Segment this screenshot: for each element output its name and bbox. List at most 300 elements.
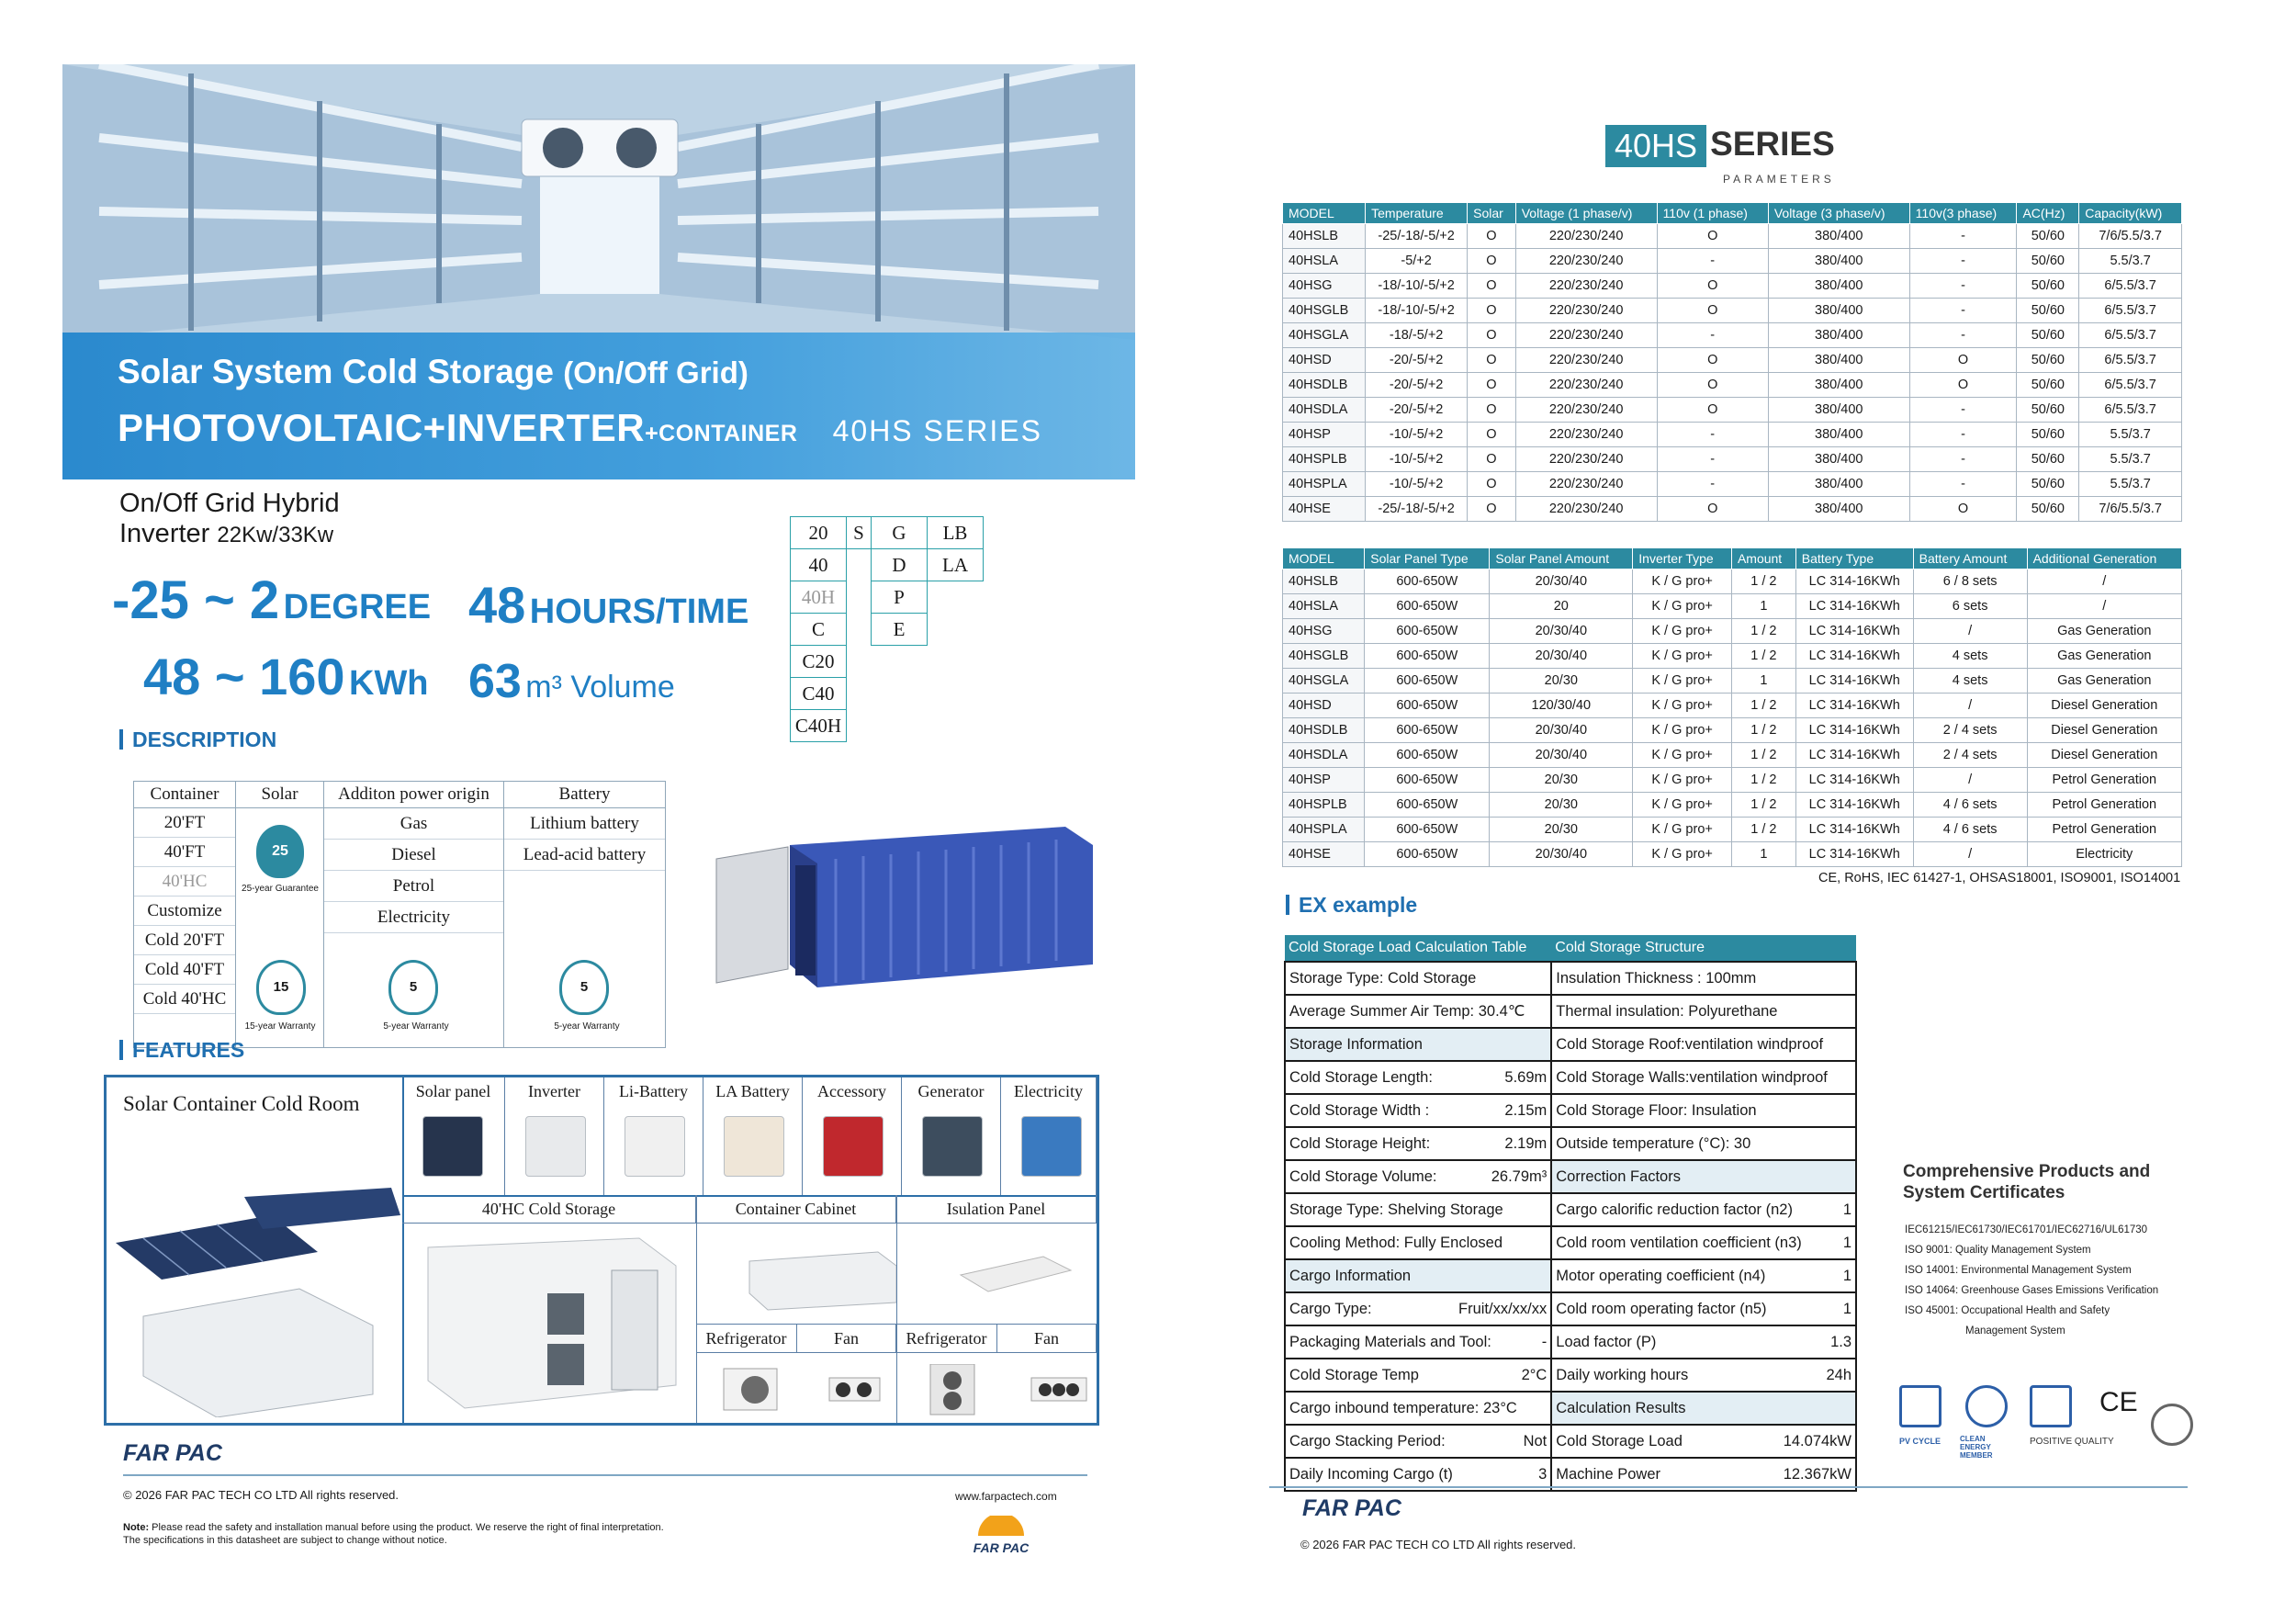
config-cell: E [872, 614, 928, 646]
feature-item-label: Container Cabinet [735, 1200, 857, 1218]
table-cell: 50/60 [2017, 373, 2079, 398]
temp-range-unit: DEGREE [283, 588, 432, 626]
table-cell: 600-650W [1365, 570, 1490, 594]
table-cell: 600-650W [1365, 718, 1490, 743]
feature-item-label: Electricity [1014, 1082, 1083, 1100]
calc-label: Average Summer Air Temp: 30.4℃ [1289, 1003, 1525, 1020]
hero-series: 40HS SERIES [832, 414, 1042, 447]
table-cell: 380/400 [1768, 423, 1909, 447]
table-cell: O [1468, 348, 1516, 373]
cert-line: ISO 45001: Occupational Health and Safety [1905, 1305, 2110, 1316]
config-cell: C [791, 614, 847, 646]
feature-item-label: Accessory [817, 1082, 886, 1100]
spec-certs-line: CE, RoHS, IEC 61427-1, OHSAS18001, ISO9001, ISO14001 [1818, 871, 2181, 885]
table-cell: 50/60 [2017, 472, 2079, 497]
description-heading [119, 727, 276, 752]
feature-item-label: Fan [1034, 1329, 1059, 1348]
calc-label: Motor operating coefficient (n4) [1556, 1267, 1766, 1284]
table-cell: LC 314-16KWh [1795, 718, 1913, 743]
badge-15-num: 15 [273, 979, 289, 995]
calc-cell [1551, 1094, 1856, 1127]
footer-logo-text: FAR PAC [973, 1540, 1030, 1555]
table-cell: 380/400 [1768, 497, 1909, 522]
table-cell: 20/30 [1490, 793, 1633, 818]
table-cell: 50/60 [2017, 323, 2079, 348]
table-cell: 40HSDLB [1283, 373, 1366, 398]
cert-line: ISO 14001: Environmental Management System [1905, 1265, 2132, 1276]
table-cell: 40HSDLA [1283, 743, 1365, 768]
table-cell: K / G pro+ [1633, 718, 1732, 743]
table-cell: / [1913, 619, 2027, 644]
spec-header-cell: Capacity(kW) [2079, 203, 2182, 224]
calc-cell [1285, 1028, 1551, 1061]
table-cell: 2 / 4 sets [1913, 743, 2027, 768]
footer-copyright: © 2026 FAR PAC TECH CO LTD All rights reserved. [123, 1488, 400, 1502]
calc-label: Cold Storage Length: [1289, 1068, 1433, 1086]
feature-item-label: LA Battery [715, 1082, 790, 1100]
table-cell: O [1657, 497, 1768, 522]
spec-header-cell: 110v (1 phase) [1657, 203, 1768, 224]
volume [468, 654, 675, 709]
table-cell: / [2027, 570, 2181, 594]
table-cell: 20/30/40 [1490, 644, 1633, 669]
table-cell: 380/400 [1768, 224, 1909, 249]
li-battery-icon [625, 1116, 685, 1177]
table-cell: 40HSDLB [1283, 718, 1365, 743]
table-cell: O [1468, 472, 1516, 497]
table-cell: 50/60 [2017, 299, 2079, 323]
table-row [1283, 768, 2182, 793]
calc-label: Calculation Results [1556, 1399, 1686, 1416]
table-cell: 50/60 [2017, 447, 2079, 472]
config-cell [847, 581, 872, 614]
calc-label: Machine Power [1556, 1465, 1660, 1483]
spec-table-components [1282, 547, 2182, 867]
table-cell: 40HSD [1283, 694, 1365, 718]
table-cell: 600-650W [1365, 793, 1490, 818]
table-cell: -18/-10/-5/+2 [1366, 274, 1468, 299]
spec-header-cell: AC(Hz) [2017, 203, 2079, 224]
cert-title-line1: Comprehensive Products and [1903, 1162, 2151, 1181]
calc-cell [1551, 1028, 1856, 1061]
table-row [1285, 1028, 1856, 1061]
table-cell: 50/60 [2017, 497, 2079, 522]
config-cell: D [872, 549, 928, 581]
table-row [1285, 1127, 1856, 1160]
config-cell [847, 710, 872, 742]
table-cell: 6/5.5/3.7 [2079, 274, 2182, 299]
table-row [1285, 1359, 1856, 1392]
table-row [1283, 793, 2182, 818]
table-cell: 220/230/240 [1515, 274, 1657, 299]
config-cell: C20 [791, 646, 847, 678]
table-cell: 5.5/3.7 [2079, 423, 2182, 447]
table-cell: -20/-5/+2 [1366, 398, 1468, 423]
table-cell: 40HSGLA [1283, 669, 1365, 694]
hours [468, 575, 748, 635]
table-cell: LC 314-16KWh [1795, 842, 1913, 867]
spec-header-cell: MODEL [1283, 203, 1366, 224]
feature-item [696, 1325, 797, 1352]
ce-mark-icon: CE [2099, 1387, 2138, 1417]
table-cell: - [1909, 323, 2017, 348]
positive-quality-label: POSITIVE QUALITY [2030, 1437, 2114, 1447]
insulation-panel-image [942, 1238, 1080, 1312]
table-cell: / [1913, 768, 2027, 793]
table-cell: 5.5/3.7 [2079, 249, 2182, 274]
table-cell: 5.5/3.7 [2079, 472, 2182, 497]
table-cell: 220/230/240 [1515, 348, 1657, 373]
table-row [1283, 743, 2182, 768]
clean-energy-label: CLEAN ENERGY MEMBER [1960, 1435, 1993, 1460]
hero-subtitle-main: PHOTOVOLTAIC+INVERTER [118, 406, 646, 449]
table-cell: - [1909, 299, 2017, 323]
shield-icon-5b [559, 960, 609, 1015]
table-cell: LC 314-16KWh [1795, 768, 1913, 793]
calc-cell [1551, 1292, 1856, 1325]
table-cell: 1 [1731, 594, 1795, 619]
calc-label: Cooling Method: Fully Enclosed [1289, 1234, 1503, 1251]
table-cell: 20 [1490, 594, 1633, 619]
calc-cell [1285, 1325, 1551, 1359]
calc-label: Cargo calorific reduction factor (n2) [1556, 1201, 1793, 1218]
calc-cell [1551, 1127, 1856, 1160]
desc-list-item: 40'HC [134, 867, 235, 897]
badge-15-label: 15-year Warranty [244, 1021, 316, 1032]
table-cell: / [2027, 594, 2181, 619]
badge-5a-num: 5 [409, 979, 418, 995]
shield-icon-25 [256, 825, 304, 878]
table-cell: O [1468, 423, 1516, 447]
table-cell: 1 / 2 [1731, 718, 1795, 743]
hero-banner [62, 64, 1135, 479]
calc-value: - [1541, 1333, 1548, 1350]
calc-label: Packaging Materials and Tool: [1289, 1333, 1491, 1350]
config-cell [928, 581, 984, 614]
table-row [1283, 818, 2182, 842]
spec-header-cell: Battery Amount [1913, 548, 2027, 570]
table-cell: K / G pro+ [1633, 818, 1732, 842]
kwh-range [143, 647, 429, 706]
table-cell: 20/30/40 [1490, 619, 1633, 644]
table-cell: Diesel Generation [2027, 743, 2181, 768]
table-cell: O [1468, 224, 1516, 249]
table-cell: 40HSPLA [1283, 818, 1365, 842]
table-cell: 1 / 2 [1731, 644, 1795, 669]
cert-line: ISO 14064: Greenhouse Gases Emissions Verification [1905, 1285, 2159, 1296]
table-row [1285, 1160, 1856, 1193]
spec-header-cell: Voltage (3 phase/v) [1768, 203, 1909, 224]
hours-unit: HOURS/TIME [529, 592, 749, 631]
calc-cell [1285, 1094, 1551, 1127]
table-cell: K / G pro+ [1633, 768, 1732, 793]
table-row [1283, 694, 2182, 718]
calc-value: Fruit/xx/xx/xx [1458, 1300, 1548, 1317]
table-cell: 1 / 2 [1731, 694, 1795, 718]
table-row [1283, 274, 2182, 299]
table-cell: 40HSGLB [1283, 644, 1365, 669]
table-cell: - [1909, 472, 2017, 497]
calc-cell [1551, 995, 1856, 1028]
spec-header-cell: Battery Type [1795, 548, 1913, 570]
table-cell: 20/30/40 [1490, 743, 1633, 768]
table-row [1285, 1425, 1856, 1458]
feature-item-label: Li-Battery [619, 1082, 688, 1100]
solar-container-image [107, 1142, 402, 1417]
table-cell: -20/-5/+2 [1366, 348, 1468, 373]
table-cell: 50/60 [2017, 423, 2079, 447]
table-cell: 220/230/240 [1515, 472, 1657, 497]
table-cell: 4 / 6 sets [1913, 793, 2027, 818]
config-cell: LA [928, 549, 984, 581]
table-cell: / [1913, 842, 2027, 867]
hero-title [118, 353, 748, 391]
table-cell: -25/-18/-5/+2 [1366, 497, 1468, 522]
hero-title-main: Solar System Cold Storage [118, 353, 554, 390]
inverter-line1: On/Off Grid Hybrid [119, 489, 340, 518]
footer-note-label: Note: [123, 1522, 150, 1533]
table-row [1285, 1061, 1856, 1094]
table-cell: 380/400 [1768, 447, 1909, 472]
feature-item-label: Refrigerator [705, 1329, 787, 1348]
table-row [1283, 619, 2182, 644]
table-cell: 600-650W [1365, 842, 1490, 867]
spec-header-cell: Additional Generation [2027, 548, 2181, 570]
calc-cell [1285, 995, 1551, 1028]
table-cell: LC 314-16KWh [1795, 669, 1913, 694]
footer-logo [964, 1516, 1038, 1555]
table-cell: 600-650W [1365, 669, 1490, 694]
table-cell: 40HSLA [1283, 249, 1366, 274]
calc-value: 1 [1842, 1300, 1851, 1317]
desc-list-item: 20'FT [134, 808, 235, 838]
footer-website[interactable]: www.farpactech.com [955, 1490, 1057, 1503]
spec-header-cell: Voltage (1 phase/v) [1515, 203, 1657, 224]
accessory-icon [823, 1116, 884, 1177]
spec-table-electrical [1282, 202, 2182, 522]
calc-label: Thermal insulation: Polyurethane [1556, 1002, 1778, 1020]
calc-label: Daily working hours [1556, 1366, 1689, 1383]
table-cell: -18/-10/-5/+2 [1366, 299, 1468, 323]
desc-list-item: Lithium battery [504, 808, 665, 840]
table-row [1283, 348, 2182, 373]
desc-list-item: Electricity [324, 902, 503, 933]
table-cell: - [1657, 423, 1768, 447]
calc-label: Cargo Stacking Period: [1289, 1432, 1446, 1449]
config-cell [928, 614, 984, 646]
calc-label: Cargo inbound temperature: 23°C [1289, 1399, 1517, 1416]
config-row [791, 614, 984, 646]
table-cell: 220/230/240 [1515, 299, 1657, 323]
table-row [1283, 249, 2182, 274]
table-cell: 50/60 [2017, 224, 2079, 249]
table-cell: 50/60 [2017, 249, 2079, 274]
table-cell: - [1909, 423, 2017, 447]
table-cell: O [1657, 299, 1768, 323]
desc-header-battery: Battery [504, 782, 666, 808]
csa-icon [2151, 1404, 2193, 1446]
table-cell: 40HSLB [1283, 570, 1365, 594]
config-cell [847, 549, 872, 581]
calc-label: Cold Storage Temp [1289, 1366, 1419, 1383]
table-cell: K / G pro+ [1633, 619, 1732, 644]
table-cell: O [1657, 274, 1768, 299]
table-cell: LC 314-16KWh [1795, 793, 1913, 818]
table-cell: LC 314-16KWh [1795, 594, 1913, 619]
spec-header-cell: Solar Panel Amount [1490, 548, 1633, 570]
spec-header-cell: Solar [1468, 203, 1516, 224]
features-heading-text: FEATURES [132, 1038, 245, 1062]
table-cell: 6/5.5/3.7 [2079, 348, 2182, 373]
cert-title [1903, 1161, 2150, 1203]
calc-cell [1285, 1259, 1551, 1292]
calc-value: 3 [1538, 1465, 1548, 1483]
spec-header-cell: 110v(3 phase) [1909, 203, 2017, 224]
config-cell: 20 [791, 517, 847, 549]
table-cell: 4 sets [1913, 644, 2027, 669]
table-cell: O [1909, 348, 2017, 373]
config-row [791, 517, 984, 549]
calc-label: Storage Information [1289, 1035, 1423, 1053]
table-row [1285, 1193, 1856, 1226]
table-cell: O [1657, 348, 1768, 373]
config-cell [847, 614, 872, 646]
config-cell: 40 [791, 549, 847, 581]
table-cell: 40HSGLB [1283, 299, 1366, 323]
table-cell: K / G pro+ [1633, 570, 1732, 594]
table-cell: O [1909, 373, 2017, 398]
config-row [791, 549, 984, 581]
calc-label: Cargo Information [1289, 1267, 1412, 1284]
config-code-grid [790, 516, 984, 742]
table-cell: 1 [1731, 669, 1795, 694]
table-cell: -10/-5/+2 [1366, 447, 1468, 472]
calc-value: 1.3 [1830, 1333, 1851, 1350]
table-cell: 220/230/240 [1515, 249, 1657, 274]
badge-5b-label: 5-year Warranty [554, 1021, 620, 1032]
config-cell: S [847, 517, 872, 549]
table-cell: 220/230/240 [1515, 447, 1657, 472]
table-row [1285, 962, 1856, 995]
cert-line: IEC61215/IEC61730/IEC61701/IEC62716/UL61730 [1905, 1224, 2148, 1235]
desc-list-item: Diesel [324, 840, 503, 871]
table-cell: 2 / 4 sets [1913, 718, 2027, 743]
la-battery-icon [724, 1116, 784, 1177]
table-cell: 380/400 [1768, 472, 1909, 497]
config-cell [872, 646, 928, 678]
table-cell: Gas Generation [2027, 619, 2181, 644]
cert-title-line2: System Certificates [1903, 1183, 2065, 1202]
config-cell [928, 710, 984, 742]
pv-cycle-label: PV CYCLE [1899, 1437, 1941, 1446]
calc-label: Cold Storage Height: [1289, 1134, 1431, 1152]
table-cell: 600-650W [1365, 743, 1490, 768]
desc-list-item: Customize [134, 897, 235, 926]
table-cell: 380/400 [1768, 274, 1909, 299]
table-cell: K / G pro+ [1633, 694, 1732, 718]
config-row [791, 678, 984, 710]
footer-divider [123, 1474, 1087, 1476]
table-row [1283, 323, 2182, 348]
table-cell: 4 sets [1913, 669, 2027, 694]
calc-label: Cold Storage Load [1556, 1432, 1683, 1449]
table-row [1283, 398, 2182, 423]
calc-value: Not [1523, 1432, 1548, 1449]
calc-cell [1285, 1193, 1551, 1226]
table-cell: Petrol Generation [2027, 768, 2181, 793]
config-cell: C40 [791, 678, 847, 710]
calc-cell [1285, 1392, 1551, 1425]
calc-label: Correction Factors [1556, 1167, 1681, 1185]
config-cell [847, 678, 872, 710]
calc-value: 1 [1842, 1201, 1851, 1218]
table-cell: 7/6/5.5/3.7 [2079, 497, 2182, 522]
table-cell: 220/230/240 [1515, 497, 1657, 522]
config-cell [928, 646, 984, 678]
table-cell: 40HSPLB [1283, 447, 1366, 472]
calc-value: 24h [1826, 1366, 1851, 1383]
footer-right-copyright: © 2026 FAR PAC TECH CO LTD All rights reserved. [1300, 1538, 1577, 1551]
table-cell: 50/60 [2017, 398, 2079, 423]
table-cell: 40HSG [1283, 619, 1365, 644]
table-cell: 40HSG [1283, 274, 1366, 299]
series-subtitle: PARAMETERS [1723, 173, 1835, 186]
table-row [1283, 299, 2182, 323]
volume-unit: m³ Volume [525, 670, 675, 705]
spec-header-cell: Temperature [1366, 203, 1468, 224]
table-row [1285, 1226, 1856, 1259]
table-row [1283, 594, 2182, 619]
calc-value: 1 [1842, 1234, 1851, 1251]
table-cell: -25/-18/-5/+2 [1366, 224, 1468, 249]
footer-brand: FAR PAC [123, 1440, 222, 1466]
tuv-icon [1899, 1385, 1941, 1427]
description-heading-text: DESCRIPTION [132, 727, 277, 751]
hero-title-sub: (On/Off Grid) [563, 355, 748, 389]
feature-item-label: Isulation Panel [946, 1200, 1046, 1218]
inverter-title [119, 489, 340, 549]
calc-value: 2.19m [1504, 1134, 1548, 1152]
table-row [1285, 1392, 1856, 1425]
example-right-title: Cold Storage Structure [1551, 935, 1856, 962]
calc-label: Cold Storage Roof:ventilation windproof [1556, 1035, 1824, 1053]
calc-cell [1285, 1160, 1551, 1193]
table-cell: LC 314-16KWh [1795, 743, 1913, 768]
calc-label: Outside temperature (°C): 30 [1556, 1134, 1751, 1152]
config-cell [872, 710, 928, 742]
calc-value: 1 [1842, 1267, 1851, 1284]
table-cell: 1 / 2 [1731, 570, 1795, 594]
calc-label: Insulation Thickness : 100mm [1556, 969, 1757, 987]
table-row [1283, 447, 2182, 472]
feature-item-label: Generator [917, 1082, 985, 1100]
table-cell: O [1468, 497, 1516, 522]
feature-mid-row [402, 1195, 1097, 1224]
table-cell: 20/30 [1490, 768, 1633, 793]
calc-cell [1285, 1127, 1551, 1160]
feature-item [896, 1325, 997, 1352]
electricity-icon [1021, 1116, 1082, 1177]
table-row [1283, 570, 2182, 594]
calc-label: Storage Type: Shelving Storage [1289, 1201, 1503, 1218]
table-cell: K / G pro+ [1633, 644, 1732, 669]
calc-cell [1285, 962, 1551, 995]
table-cell: 1 / 2 [1731, 619, 1795, 644]
calc-value: 12.367kW [1783, 1465, 1851, 1483]
table-cell: 20/30/40 [1490, 842, 1633, 867]
table-cell: 40HSP [1283, 423, 1366, 447]
table-cell: O [1468, 447, 1516, 472]
